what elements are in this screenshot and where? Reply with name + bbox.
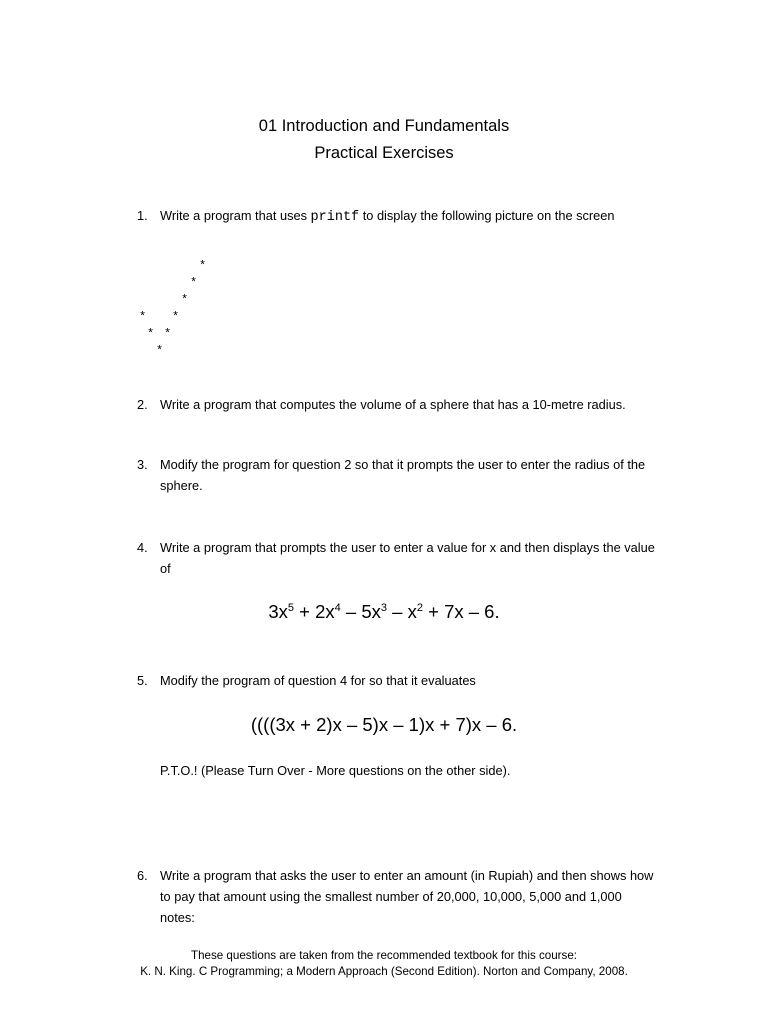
star-char: * [190,276,198,290]
formula-exponent: 3 [380,602,388,614]
formula-part: 3x [268,601,288,622]
question-number: 2. [137,397,148,412]
formula-part: – 5x [340,601,381,622]
footer-line-1: These questions are taken from the recommended textbook for this course: [190,949,577,962]
star-char: * [156,344,164,358]
formula-part: + 2x [294,601,335,622]
question-text: Write a program that computes the volume of a sphere that has a 10-metre radius. [160,397,626,412]
please-turn-over-note: P.T.O.! (Please Turn Over - More questions on the other side). [160,763,511,778]
formula-exponent: 2 [416,602,423,614]
polynomial-formula [0,601,768,623]
horner-formula: ((((3x + 2)x – 5)x – 1)x + 7)x – 6. [250,714,518,735]
question-text: Write a program that asks the user to enter an amount (in Rupiah) and then shows how to pay that amount using the smallest number of 20,000, 10,000, 5,000 and 1,000 notes: [160,868,654,925]
question-text: Modify the program of question 4 for so that it evaluates [160,673,476,688]
question-number: 3. [137,457,148,472]
document-subtitle: Practical Exercises [314,144,454,162]
formula-part: + 7x – 6. [422,601,500,622]
star-char: * [172,310,180,324]
formula-exponent: 5 [287,602,295,614]
star-char: * [181,293,189,307]
question-text: Write a program that prompts the user to enter a value for x and then displays the value of [160,540,655,576]
star-char: * [199,259,207,273]
formula-part: – x [387,601,417,622]
star-char: * [164,327,172,341]
question-text [160,205,655,228]
question-number: 5. [137,673,148,688]
question-number: 6. [137,868,148,883]
question-number: 4. [137,540,148,555]
question-text-part: to display the following picture on the screen [359,208,615,223]
question-number: 1. [137,208,148,223]
code-printf: printf [310,210,360,225]
star-char: * [139,310,147,324]
star-char: * [147,327,155,341]
formula-exponent: 4 [334,602,341,614]
question-text: Modify the program for question 2 so that it prompts the user to enter the radius of the sphere. [160,457,646,493]
question-text-part: Write a program that uses [160,208,311,223]
document-title: 01 Introduction and Fundamentals [258,117,510,135]
footer-line-2: K. N. King. C Programming; a Modern Approach (Second Edition). Norton and Company, 2008. [140,965,628,978]
